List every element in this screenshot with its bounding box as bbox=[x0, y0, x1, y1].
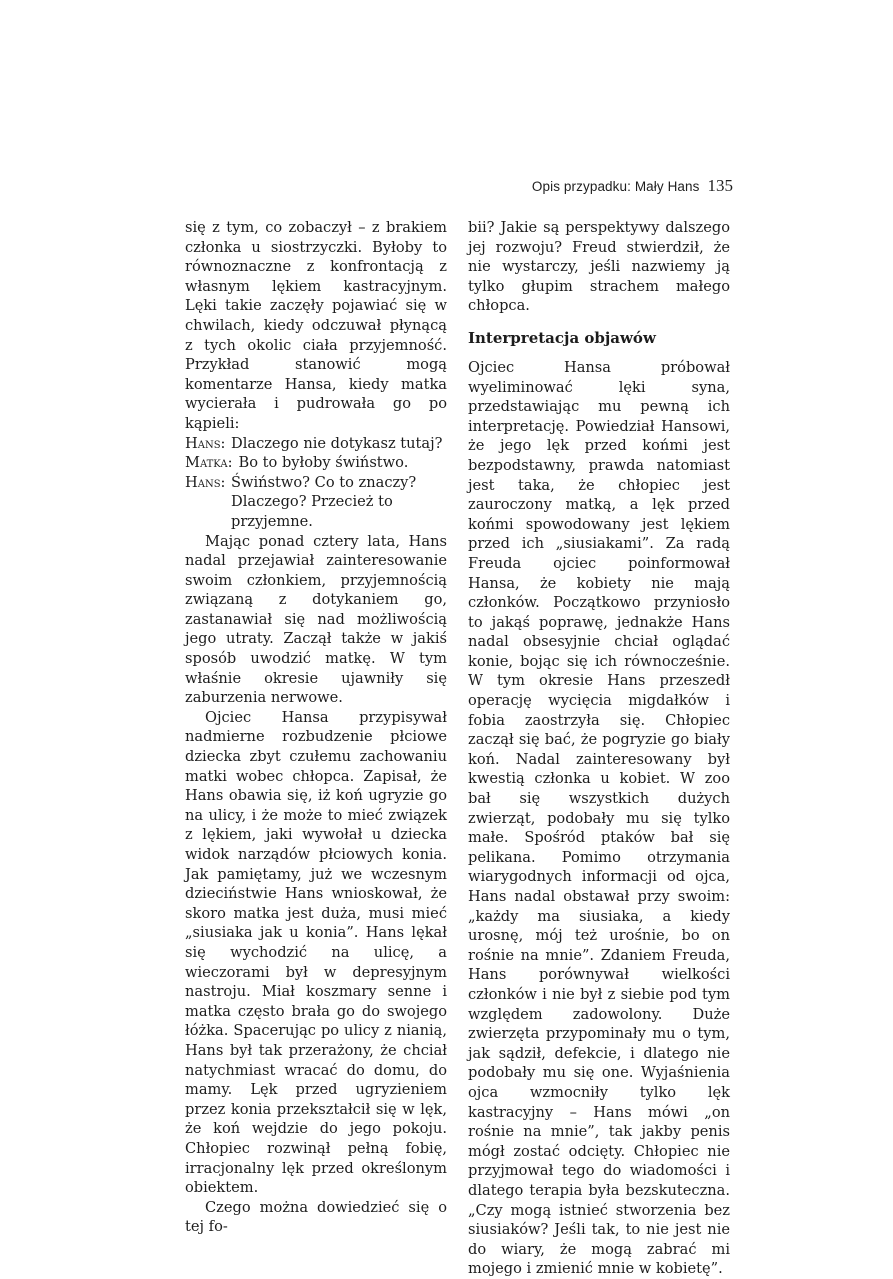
speaker: Hans: bbox=[185, 434, 226, 452]
utterance: Świństwo? Co to znaczy? Dlaczego? Przecież to przyjemne. bbox=[231, 473, 417, 530]
section-heading: Interpretacja objawów bbox=[468, 328, 656, 347]
utterance: Dlaczego nie dotykasz tutaj? bbox=[231, 434, 443, 452]
dialogue bbox=[185, 434, 447, 532]
dialogue-line bbox=[185, 473, 447, 532]
paragraph: Ojciec Hansa próbował wyeliminować lęki syna, przedstawiając mu pewną ich interpretację. Powiedział Hansowi, że jego lęk przed końmi jest bezpodstawny, prawda natomiast jest taka, że chłopiec jest zauroczony matką, a lęk przed końmi spowodowany jest lękiem przed ich „siusiakami”. Za radą Freuda ojciec poinformował Hansa, że kobiety nie mają członków. Początkowo przyniosło to jakąś poprawę, jednakże Hans nadal obsesyjnie chciał oglądać konie, bojąc się ich równocześnie. W tym okresie Hans przeszedł operację wycięcia migdałków i fobia zaostrzyła się. Chłopiec zaczął się bać, że pogryzie go biały koń. Nadal zainteresowany był kwestią członka u kobiet. W zoo bał się wszystkich dużych zwierząt, podobały mu się tylko małe. Spośród ptaków bał się pelikana. Pomimo otrzymania wiarygodnych informacji od ojca, Hans nadal obstawał przy swoim: „każdy ma siusiaka, a kiedy urosnę, mój też urośnie, bo on rośnie na mnie”. Zdaniem Freuda, Hans porównywał wielkości członków i nie był z siebie pod tym względem zadowolony. Duże zwierzęta przypominały mu o tym, jak sądził, defekcie, i dlatego nie podobały mu się one. Wyjaśnienia ojca wzmocniły tylko lęk kastracyjny – Hans mówi „on rośnie na mnie”, tak jakby penis mógł zostać odcięty. Chłopiec nie przyjmował tego do wiadomości i dlatego terapia była bezskuteczna. „Czy mogą istnieć stworzenia bez siusiaków? Jeśli tak, to nie jest nie do wiary, że mogą zabrać mi mojego i zmienić mnie w kobietę”. bbox=[468, 358, 730, 1278]
paragraph: Czego można dowiedzieć się o tej fo- bbox=[185, 1198, 447, 1236]
dialogue-line bbox=[185, 434, 447, 454]
paragraph: Ojciec Hansa przypisywał nadmierne rozbudzenie płciowe dziecka zbyt czułemu zachowaniu matki wobec chłopca. Zapisał, że Hans obawia się, iż koń ugryzie go na ulicy, i że może to mieć związek z lękiem, jaki wywołał u dziecka widok narządów płciowych konia. Jak pamiętamy, już we wczesnym dzieciństwie Hans wnioskował, że skoro matka jest duża, musi mieć „siusiaka jak u konia”. Hans lękał się wychodzić na ulicę, a wieczorami był w depresyjnym nastroju. Miał koszmary senne i matka często brała go do swojego łóżka. Spacerując po ulicy z nianią, Hans był tak przerażony, że chciał natychmiast wracać do domu, do mamy. Lęk przed ugryzieniem przez konia przekształcił się w lęk, że koń wejdzie do jego pokoju. Chłopiec rozwinął pełną fobię, irracjonalny lęk przed określonym obiektem. bbox=[185, 708, 447, 1197]
page-number: 135 bbox=[707, 176, 733, 195]
paragraph: się z tym, co zobaczył – z brakiem członka u siostrzyczki. Byłoby to równoznaczne z konfrontacją z własnym lękiem kastracyjnym. Lęki takie zaczęły pojawiać się w chwilach, kiedy odczuwał płynącą z tych okolic ciała przyjemność. Przykład stanowić mogą komentarze Hansa, kiedy matka wycierała i pudrowała go po kąpieli: bbox=[185, 219, 447, 432]
speaker: Hans: bbox=[185, 473, 226, 491]
dialogue-line bbox=[185, 453, 447, 473]
running-title: Opis przypadku: Mały Hans bbox=[531, 179, 700, 194]
paragraph: Mając ponad cztery lata, Hans nadal przejawiał zainteresowanie swoim członkiem, przyjemnością związaną z dotykaniem go, zastanawiał się nad możliwością jego utraty. Zaczął także w jakiś sposób uwodzić matkę. W tym właśnie okresie ujawniły się zaburzenia nerwowe. bbox=[185, 532, 447, 707]
left-column bbox=[185, 218, 447, 1237]
speaker: Matka: bbox=[185, 454, 233, 472]
utterance: Bo to byłoby świństwo. bbox=[238, 454, 409, 472]
right-column bbox=[468, 218, 730, 1279]
paragraph: bii? Jakie są perspektywy dalszego jej rozwoju? Freud stwierdził, że nie wystarczy, jeśli nazwiemy ją tylko głupim strachem małego chłopca. bbox=[468, 219, 730, 315]
page-header bbox=[532, 176, 733, 198]
